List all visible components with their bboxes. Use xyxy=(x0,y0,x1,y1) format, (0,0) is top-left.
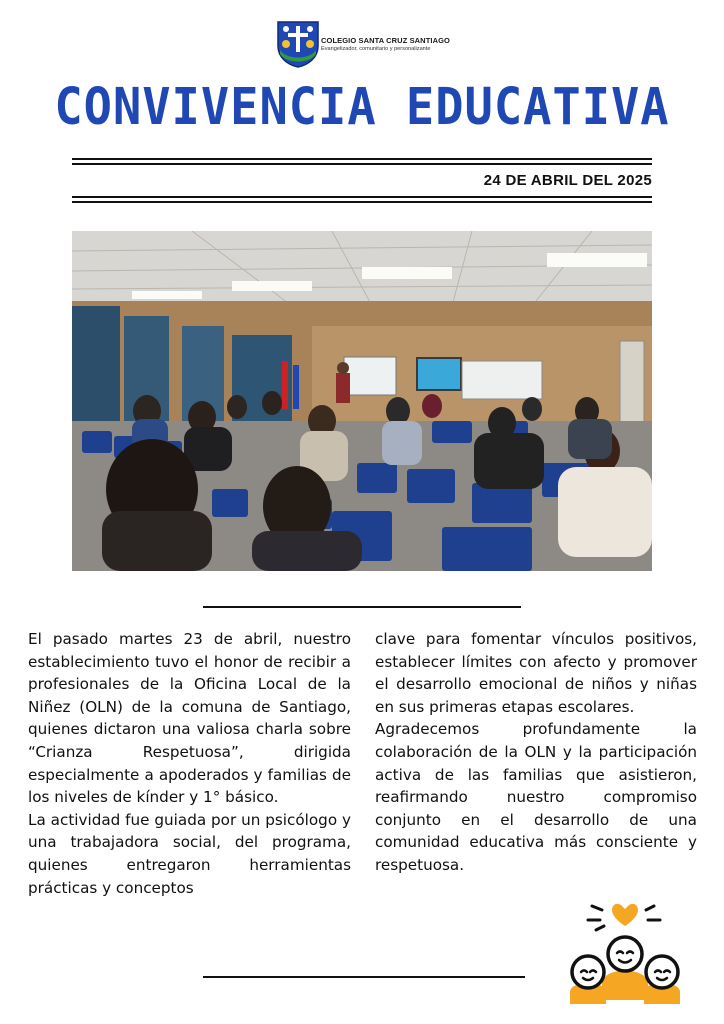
top-separator xyxy=(203,606,521,608)
school-name: COLEGIO SANTA CRUZ SANTIAGO xyxy=(321,36,450,45)
paragraph: La actividad fue guiada por un psicólogo y una trabajadora social, del programa, quienes entregaron herramientas prácticas y conceptos xyxy=(28,810,351,897)
paragraph: clave para fomentar vínculos positivos, establecer límites con afecto y promover el desarrollo emocional de niños y niñas en sus primeras etapas escolares. xyxy=(375,630,697,716)
bottom-separator xyxy=(203,976,525,978)
header-rule-bottom-2 xyxy=(72,201,652,203)
paragraph: Agradecemos profundamente la colaboración de la OLN y la participación activa de las familias que asistieron, reafirmando nuestro compromiso conjunto en el desarrollo de una comunidad educativa más consciente y respetuosa. xyxy=(375,720,697,874)
paragraph: El pasado martes 23 de abril, nuestro establecimiento tuvo el honor de recibir a profesionales de la Oficina Local de la Niñez (OLN) de la comuna de Santiago, quienes dictaron una valiosa charla sobre “Crianza Respetuosa”, dirigida especialmente a apoderados y familias de los niveles de kínder y 1° básico. xyxy=(28,630,351,807)
header-rule-top-2 xyxy=(72,163,652,165)
page-title: CONVIVENCIA EDUCATIVA xyxy=(54,77,670,138)
school-motto: Evangelizador, comunitario y personalizante xyxy=(321,46,431,52)
header-rule-top-1 xyxy=(72,158,652,160)
date-label: 24 DE ABRIL DEL 2025 xyxy=(483,172,652,189)
text-column-left xyxy=(28,628,351,899)
header-rule-bottom-1 xyxy=(72,196,652,198)
family-heart-icon xyxy=(562,896,688,1008)
text-column-right xyxy=(375,628,697,877)
school-crest-icon xyxy=(276,20,320,68)
event-photo xyxy=(72,231,652,571)
